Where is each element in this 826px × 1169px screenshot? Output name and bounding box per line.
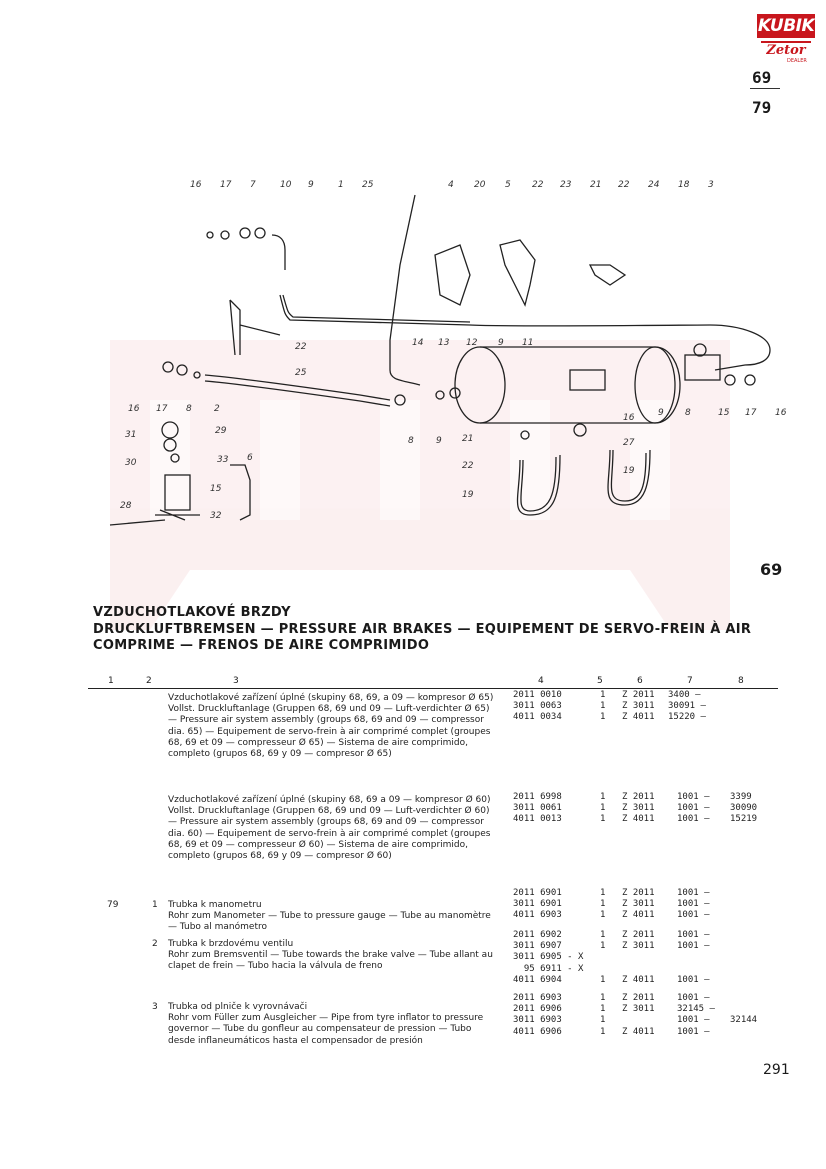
row-2-quantity: 1 1 1 bbox=[600, 792, 606, 825]
row-4-description: Trubka k brzdovému ventilu Rohr zum Bremsventil — Tube towards the brake valve — Tube allant au clapet de frein — Tubo hacia la válvula de freno bbox=[168, 939, 493, 972]
col-header-7: 7 bbox=[687, 676, 693, 686]
col-header-4: 4 bbox=[538, 676, 544, 686]
svg-text:28: 28 bbox=[120, 501, 132, 511]
row-2-part-number: 2011 6998 3011 0061 4011 0013 bbox=[513, 792, 562, 825]
svg-text:27: 27 bbox=[623, 438, 635, 448]
svg-text:22: 22 bbox=[295, 342, 307, 352]
row-3-part-number: 2011 6901 3011 6901 4011 6903 bbox=[513, 888, 562, 921]
svg-text:19: 19 bbox=[623, 466, 635, 476]
row-5-model: Z 2011 Z 3011 Z 4011 bbox=[622, 993, 655, 1037]
svg-text:31: 31 bbox=[125, 430, 137, 440]
row-5-description: Trubka od plniče k vyrovnávači Rohr vom Füller zum Ausgleicher — Pipe from tyre inflator to pressure governor — Tube du gonfleur au compensateur de pression — Tubo desde inflaneumáticos hasta el compensador de presión bbox=[168, 1002, 484, 1046]
svg-text:17: 17 bbox=[156, 404, 168, 414]
row-3-serial-from: 1001 — 1001 — 1001 — bbox=[677, 888, 710, 921]
svg-text:16: 16 bbox=[775, 408, 787, 418]
svg-text:9: 9 bbox=[436, 436, 442, 446]
row-5-serial-from: 1001 — 32145 — 1001 — 1001 — bbox=[677, 993, 715, 1037]
col-header-1: 1 bbox=[108, 676, 114, 686]
svg-text:9: 9 bbox=[658, 408, 664, 418]
svg-text:25: 25 bbox=[295, 368, 307, 378]
row-4-position: 2 bbox=[152, 939, 158, 949]
row-1-serial-from: 3400 — 30091 — 15220 — bbox=[668, 690, 706, 723]
row-3-position: 1 bbox=[152, 900, 158, 910]
col-header-5: 5 bbox=[597, 676, 603, 686]
svg-text:3: 3 bbox=[708, 180, 714, 190]
logo-zetor-text: Zetor bbox=[761, 41, 811, 59]
col-header-3: 3 bbox=[233, 676, 239, 686]
row-3-figure-ref: 79 bbox=[107, 900, 119, 910]
row-3-description: Trubka k manometru Rohr zum Manometer — Tube to pressure gauge — Tube au manomètre — Tubo al manómetro bbox=[168, 900, 491, 933]
svg-text:24: 24 bbox=[648, 180, 660, 190]
svg-text:8: 8 bbox=[408, 436, 414, 446]
svg-text:25: 25 bbox=[362, 180, 374, 190]
svg-text:4: 4 bbox=[448, 180, 454, 190]
svg-text:9: 9 bbox=[308, 180, 314, 190]
row-4-part-number: 2011 6902 3011 6907 3011 6905 - X 95 6911 - X 4011 6904 bbox=[513, 930, 584, 985]
logo-kubik-text: KUBIK bbox=[757, 16, 815, 36]
svg-text:8: 8 bbox=[186, 404, 192, 414]
svg-text:9: 9 bbox=[498, 338, 504, 348]
svg-text:22: 22 bbox=[532, 180, 544, 190]
svg-text:11: 11 bbox=[522, 338, 534, 348]
svg-text:16: 16 bbox=[190, 180, 202, 190]
svg-text:20: 20 bbox=[474, 180, 486, 190]
row-3-quantity: 1 1 1 bbox=[600, 888, 606, 921]
row-2-serial-to: 3399 30090 15219 bbox=[730, 792, 758, 825]
svg-text:10: 10 bbox=[280, 180, 292, 190]
row-4-model: Z 2011 Z 3011 Z 4011 bbox=[622, 930, 655, 985]
header-rule bbox=[88, 688, 778, 689]
svg-text:33: 33 bbox=[217, 455, 229, 465]
col-header-8: 8 bbox=[738, 676, 744, 686]
brand-logo bbox=[757, 14, 815, 64]
svg-text:23: 23 bbox=[560, 180, 572, 190]
figure-number: 69 bbox=[760, 560, 783, 579]
svg-text:6: 6 bbox=[247, 453, 253, 463]
svg-text:7: 7 bbox=[250, 180, 256, 190]
svg-text:14: 14 bbox=[412, 338, 424, 348]
section-title-czech: VZDUCHOTLAKOVÉ BRZDY bbox=[93, 605, 291, 620]
svg-text:16: 16 bbox=[623, 413, 635, 423]
svg-text:1: 1 bbox=[338, 180, 344, 190]
page-number: 291 bbox=[763, 1062, 790, 1078]
row-2-serial-from: 1001 — 1001 — 1001 — bbox=[677, 792, 710, 825]
svg-text:13: 13 bbox=[438, 338, 450, 348]
row-1-part-number: 2011 0010 3011 0063 4011 0034 bbox=[513, 690, 562, 723]
row-5-serial-to: 32144 bbox=[730, 1015, 758, 1026]
row-5-quantity: 1 1 1 1 bbox=[600, 993, 606, 1037]
svg-text:29: 29 bbox=[215, 426, 227, 436]
svg-text:17: 17 bbox=[220, 180, 232, 190]
row-3-model: Z 2011 Z 3011 Z 4011 bbox=[622, 888, 655, 921]
page-ref-bottom: 79 bbox=[752, 98, 772, 117]
row-5-part-number: 2011 6903 2011 6906 3011 6903 4011 6906 bbox=[513, 993, 562, 1037]
row-4-quantity: 1 1 1 bbox=[600, 930, 606, 985]
svg-text:2: 2 bbox=[214, 404, 220, 414]
page-ref-top: 69 bbox=[752, 68, 772, 87]
row-5-position: 3 bbox=[152, 1002, 158, 1012]
svg-text:15: 15 bbox=[210, 484, 222, 494]
row-1-model: Z 2011 Z 3011 Z 4011 bbox=[622, 690, 655, 723]
svg-text:21: 21 bbox=[590, 180, 602, 190]
col-header-2: 2 bbox=[146, 676, 152, 686]
logo-dealer-text: DEALER bbox=[787, 58, 807, 64]
svg-text:22: 22 bbox=[462, 461, 474, 471]
svg-text:22: 22 bbox=[618, 180, 630, 190]
svg-text:30: 30 bbox=[125, 458, 137, 468]
svg-text:19: 19 bbox=[462, 490, 474, 500]
svg-text:12: 12 bbox=[466, 338, 478, 348]
svg-text:5: 5 bbox=[505, 180, 511, 190]
svg-text:8: 8 bbox=[685, 408, 691, 418]
row-1-quantity: 1 1 1 bbox=[600, 690, 606, 723]
brake-system-exploded-diagram bbox=[90, 175, 790, 545]
page-ref-divider bbox=[750, 88, 780, 89]
svg-text:18: 18 bbox=[678, 180, 690, 190]
row-2-description: Vzduchotlakové zařízení úplné (skupiny 68, 69 a 09 — kompresor Ø 60) Vollst. Druckluftanlage (Gruppen 68, 69 und 09 — Luft-verdichter Ø 60) — Pressure air system assembly (groups 68, 69 and 09 — compressor dia. 60) — Equipement de servo-frein à air comprimé complet (groupes 68, 69 et 09 — compresseur Ø 60) — Sistema de aire comprimido, completo (grupos 68, 69 y 09 — compresor Ø 60) bbox=[168, 795, 491, 862]
svg-text:17: 17 bbox=[745, 408, 757, 418]
row-1-description: Vzduchotlakové zařízení úplné (skupiny 68, 69, a 09 — kompresor Ø 65) Vollst. Druckluftanlage (Gruppen 68, 69 und 09 — Luft-verdichter Ø 65) — Pressure air system assembly (groups 68, 69 and 09 — compressor dia. 65) — Equipement de servo-frein à air comprimé complet (groupes 68, 69 et 09 — compresseur Ø 65) — Sistema de aire comprimido, completo (grupos 68, 69 y 09 — compresor Ø 65) bbox=[168, 693, 494, 760]
col-header-6: 6 bbox=[637, 676, 643, 686]
row-4-serial-from: 1001 — 1001 — 1001 — bbox=[677, 930, 710, 985]
svg-text:32: 32 bbox=[210, 511, 222, 521]
row-2-model: Z 2011 Z 3011 Z 4011 bbox=[622, 792, 655, 825]
svg-text:21: 21 bbox=[462, 434, 474, 444]
section-title-multilingual: DRUCKLUFTBREMSEN — PRESSURE AIR BRAKES — EQUIPEMENT DE SERVO-FREIN À AIR COMPRIME — FRENOS DE AIRE COMPRIMIDO bbox=[93, 622, 752, 653]
svg-text:16: 16 bbox=[128, 404, 140, 414]
svg-text:15: 15 bbox=[718, 408, 730, 418]
